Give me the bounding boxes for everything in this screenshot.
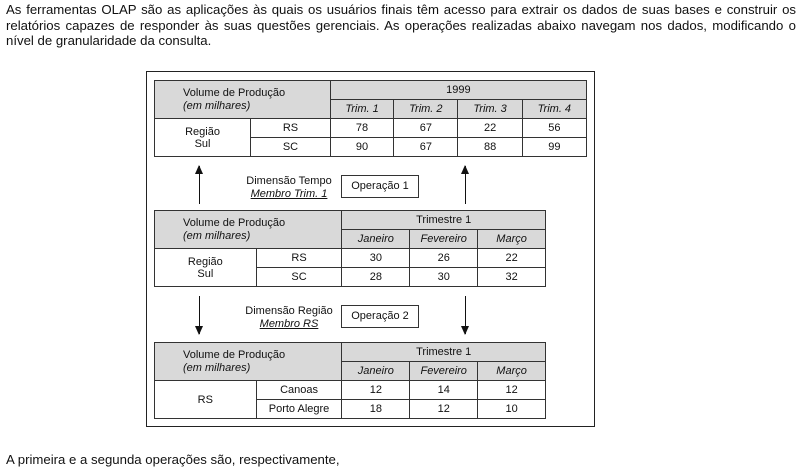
cell: 10 bbox=[478, 400, 546, 419]
up-arrow-left bbox=[199, 166, 200, 204]
row-label: SC bbox=[251, 138, 331, 157]
cell: 78 bbox=[330, 119, 393, 138]
op1-dimension-name: Dimensão Tempo bbox=[246, 175, 332, 187]
measure-header bbox=[155, 343, 342, 381]
cell: 99 bbox=[522, 138, 586, 157]
up-arrow-right bbox=[465, 166, 466, 204]
cell: 56 bbox=[522, 119, 586, 138]
col-header: Trim. 1 bbox=[330, 100, 393, 119]
col-header: Trim. 3 bbox=[458, 100, 522, 119]
row-label: Canoas bbox=[256, 381, 342, 400]
row-label: Porto Alegre bbox=[256, 400, 342, 419]
cell: 12 bbox=[410, 400, 478, 419]
cell: 12 bbox=[478, 381, 546, 400]
region-label bbox=[155, 249, 257, 287]
table-trimestre-rs bbox=[154, 342, 546, 419]
col-header: Janeiro bbox=[342, 362, 410, 381]
olap-figure bbox=[146, 71, 595, 427]
cell: 30 bbox=[410, 268, 478, 287]
region-label: RS bbox=[155, 381, 257, 419]
measure-unit: (em milhares) bbox=[183, 229, 251, 242]
operation-1-box: Operação 1 bbox=[341, 175, 419, 198]
down-arrow-left bbox=[199, 296, 200, 334]
period-header: Trimestre 1 bbox=[342, 211, 546, 230]
measure-unit: (em milhares) bbox=[183, 361, 251, 374]
operation-2-box: Operação 2 bbox=[341, 305, 419, 328]
op2-dimension-name: Dimensão Região bbox=[245, 305, 333, 317]
region-label bbox=[155, 119, 251, 157]
table-1999 bbox=[154, 80, 587, 157]
col-header: Trim. 2 bbox=[394, 100, 458, 119]
down-arrow-right bbox=[465, 296, 466, 334]
period-header: Trimestre 1 bbox=[342, 343, 546, 362]
cell: 14 bbox=[410, 381, 478, 400]
op1-member: Membro Trim. 1 bbox=[250, 187, 328, 200]
cell: 67 bbox=[394, 138, 458, 157]
region-line2: Sul bbox=[197, 267, 214, 280]
col-header: Fevereiro bbox=[410, 362, 478, 381]
col-header: Fevereiro bbox=[410, 230, 478, 249]
op1-dimension bbox=[229, 175, 349, 200]
measure-label: Volume de Produção bbox=[183, 216, 286, 229]
measure-header bbox=[155, 211, 342, 249]
measure-header bbox=[155, 81, 331, 119]
row-label: RS bbox=[251, 119, 331, 138]
region-line2: Sul bbox=[194, 137, 211, 150]
measure-unit: (em milhares) bbox=[183, 99, 251, 112]
col-header: Janeiro bbox=[342, 230, 410, 249]
col-header: Trim. 4 bbox=[522, 100, 586, 119]
intro-paragraph: As ferramentas OLAP são as aplicações às quais os usuários finais têm acesso para extrair os dados de suas bases e construir os relatórios capazes de responder às suas questões gerenciais. As operações realizadas abaixo navegam nos dados, modificando o nível de granularidade da consulta. bbox=[6, 2, 796, 48]
region-line1: Região bbox=[185, 125, 220, 138]
cell: 32 bbox=[478, 268, 546, 287]
region-line1: Região bbox=[187, 255, 223, 268]
cell: 26 bbox=[410, 249, 478, 268]
col-header: Março bbox=[478, 362, 546, 381]
cell: 28 bbox=[342, 268, 410, 287]
row-label: RS bbox=[256, 249, 342, 268]
cell: 90 bbox=[330, 138, 393, 157]
table-trimestre-region-sul bbox=[154, 210, 546, 287]
row-label: SC bbox=[256, 268, 342, 287]
cell: 67 bbox=[394, 119, 458, 138]
col-header: Março bbox=[478, 230, 546, 249]
measure-label: Volume de Produção bbox=[183, 348, 286, 361]
cell: 88 bbox=[458, 138, 522, 157]
cell: 22 bbox=[458, 119, 522, 138]
cell: 30 bbox=[342, 249, 410, 268]
op2-member: Membro RS bbox=[259, 317, 319, 330]
cell: 22 bbox=[478, 249, 546, 268]
measure-label: Volume de Produção bbox=[183, 86, 286, 99]
year-header: 1999 bbox=[330, 81, 586, 100]
op2-dimension bbox=[225, 305, 353, 330]
cell: 18 bbox=[342, 400, 410, 419]
cell: 12 bbox=[342, 381, 410, 400]
question-stem: A primeira e a segunda operações são, respectivamente, bbox=[6, 452, 340, 467]
